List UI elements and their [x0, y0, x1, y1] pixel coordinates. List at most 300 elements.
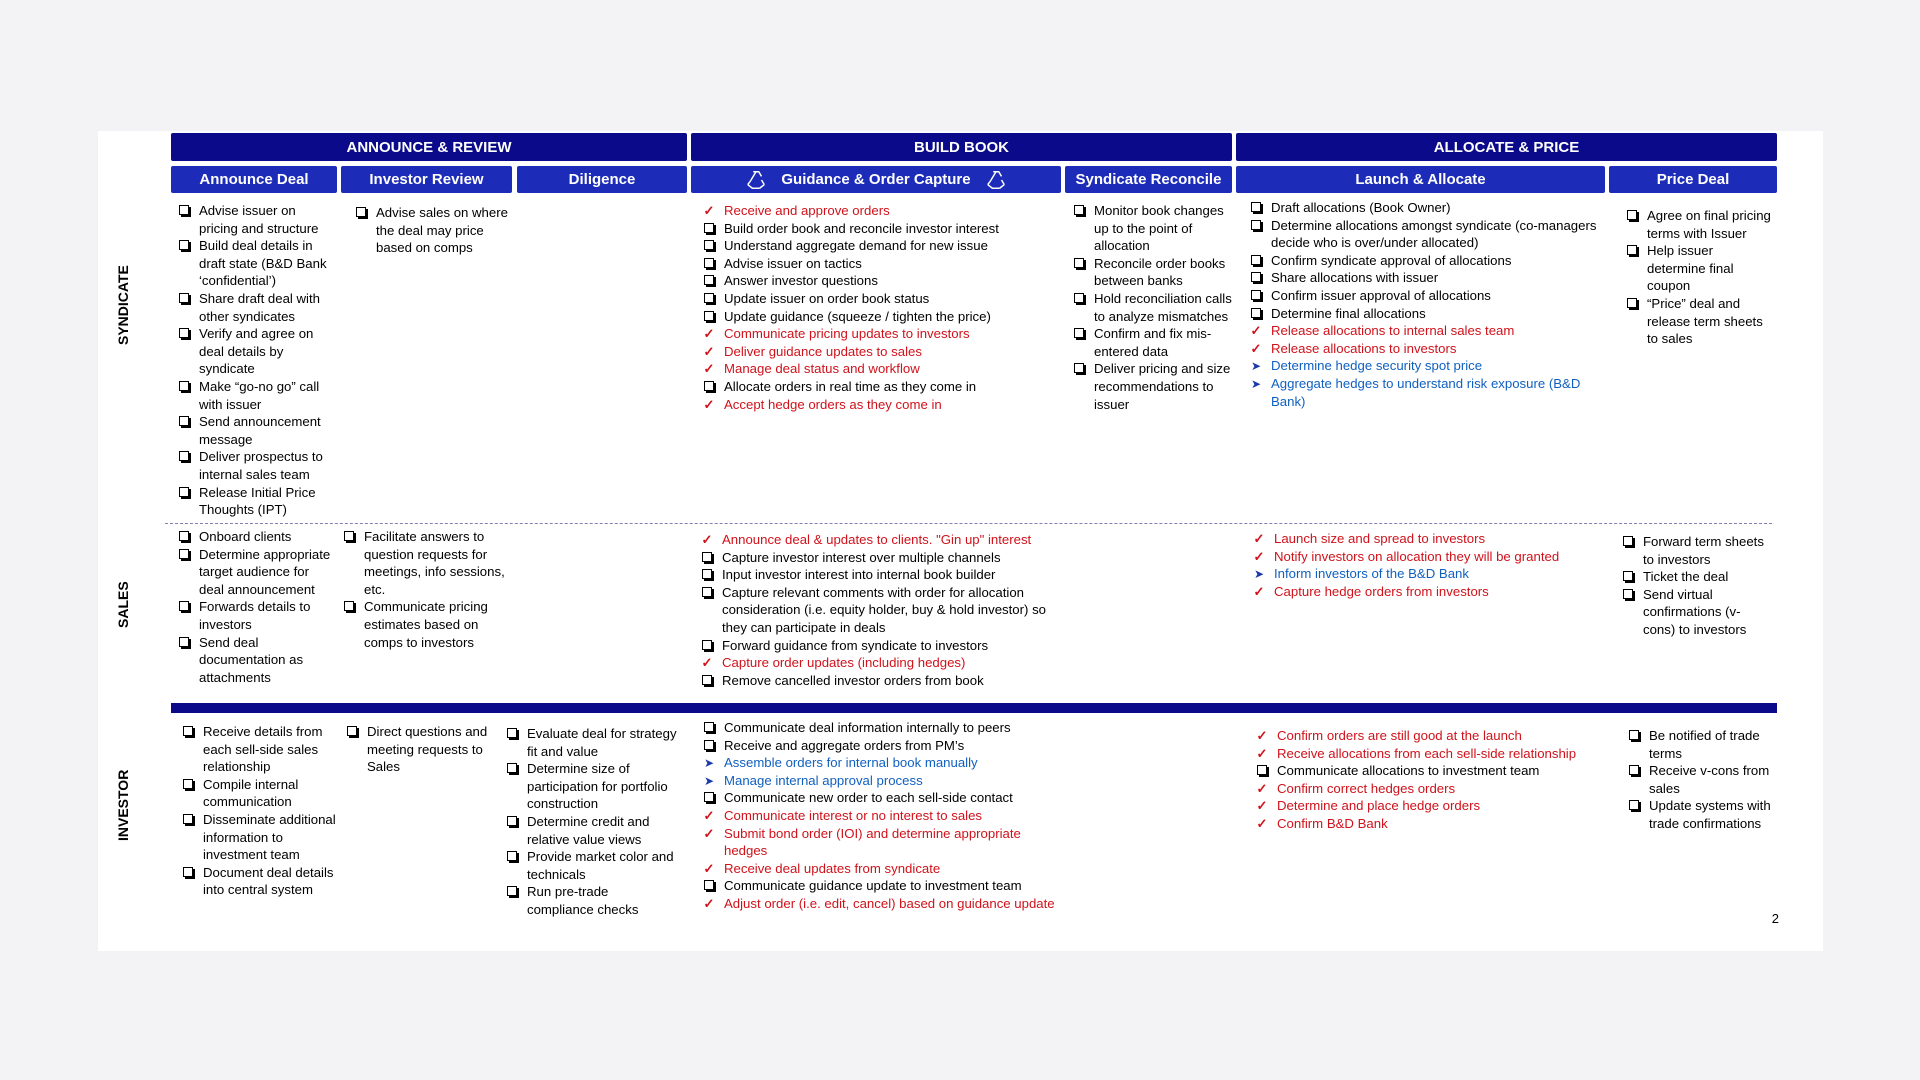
syndicate-guidance — [700, 202, 1060, 413]
checkbox-icon — [702, 719, 716, 737]
checkbox-icon — [177, 290, 191, 308]
checkbox-icon — [181, 776, 195, 794]
task-text: Forward guidance from syndicate to investors — [722, 637, 989, 653]
task-item — [700, 255, 1060, 273]
task-item — [175, 325, 335, 378]
checkbox-icon — [181, 864, 195, 882]
checkbox-icon — [700, 549, 714, 567]
task-text: Receive allocations from each sell-side relationship — [1277, 745, 1577, 761]
task-item — [698, 531, 1068, 549]
checkbox-icon — [702, 237, 716, 255]
task-text: Confirm issuer approval of allocations — [1271, 287, 1491, 303]
checkbox-icon — [177, 237, 191, 255]
sales-guidance — [698, 531, 1068, 689]
checkbox-icon — [342, 528, 356, 546]
task-text: Release allocations to investors — [1271, 340, 1457, 356]
checkbox-icon — [505, 848, 519, 866]
syndicate-investor-review — [352, 204, 512, 257]
task-item — [700, 396, 1060, 414]
task-text: Manage internal approval process — [724, 772, 923, 788]
checkbox-icon — [342, 598, 356, 616]
checkbox-icon — [702, 737, 716, 755]
task-item — [1619, 533, 1769, 568]
stage-label: Price Deal — [1656, 171, 1730, 188]
checkbox-icon — [700, 584, 714, 602]
checkbox-icon — [1621, 568, 1635, 586]
task-item — [700, 737, 1060, 755]
checkbox-icon — [177, 528, 191, 546]
checkmark-icon — [1255, 797, 1269, 815]
task-text: Confirm and fix mis-entered data — [1094, 326, 1212, 359]
checkmark-icon — [702, 807, 716, 825]
checkbox-icon — [1249, 252, 1263, 270]
task-item — [1247, 375, 1597, 410]
checkmark-icon — [700, 531, 714, 549]
syndicate-reconcile — [1070, 202, 1235, 413]
task-item — [503, 760, 678, 813]
task-item — [340, 528, 510, 598]
arrow-icon — [1252, 565, 1266, 584]
task-item — [1247, 217, 1597, 252]
task-item — [175, 413, 335, 448]
checkbox-icon — [702, 220, 716, 238]
task-text: Receive details from each sell-side sales relationship — [203, 724, 323, 775]
task-text: Send announcement message — [199, 414, 321, 447]
recycle-icon — [985, 169, 1007, 191]
arrow-icon — [702, 772, 716, 791]
task-item — [700, 789, 1060, 807]
task-item — [700, 220, 1060, 238]
checkmark-icon — [1252, 583, 1266, 601]
task-item — [503, 883, 678, 918]
task-text: Capture order updates (including hedges) — [722, 655, 966, 671]
task-item — [700, 272, 1060, 290]
task-item — [1247, 340, 1597, 358]
task-item — [700, 343, 1060, 361]
task-text: Receive and approve orders — [724, 203, 890, 218]
task-item — [340, 598, 510, 651]
checkbox-icon — [1072, 202, 1086, 220]
task-item — [1625, 762, 1775, 797]
stage-guidance-order-capture — [691, 166, 1061, 193]
task-item — [700, 860, 1060, 878]
task-text: Answer investor questions — [724, 273, 878, 289]
checkbox-icon — [1621, 533, 1635, 551]
task-item — [1250, 548, 1595, 566]
task-item — [1247, 199, 1597, 217]
checkbox-icon — [177, 634, 191, 652]
task-text: Build order book and reconcile investor interest — [724, 220, 999, 236]
checkmark-icon — [1252, 548, 1266, 566]
checkbox-icon — [702, 378, 716, 396]
task-text: Communicate guidance update to investment team — [724, 878, 1022, 894]
task-item — [700, 308, 1060, 326]
task-text: Deliver guidance updates to sales — [724, 343, 922, 359]
task-text: Receive v-cons from sales — [1649, 763, 1770, 796]
stage-label: Guidance & Order Capture — [781, 171, 971, 188]
checkbox-icon — [1625, 242, 1639, 260]
arrow-icon — [1249, 357, 1263, 376]
task-item — [175, 528, 335, 546]
task-text: Ticket the deal — [1643, 569, 1729, 585]
row-divider — [165, 523, 1772, 524]
checkmark-icon — [702, 343, 716, 361]
checkmark-icon — [1255, 745, 1269, 763]
checkmark-icon — [1252, 530, 1266, 548]
task-text: Evaluate deal for strategy fit and value — [527, 726, 677, 759]
task-item — [700, 825, 1060, 860]
task-item — [700, 895, 1060, 913]
task-item — [1623, 242, 1773, 295]
checkbox-icon — [177, 378, 191, 396]
task-item — [1070, 325, 1235, 360]
task-item — [1070, 202, 1235, 255]
task-text: Determine final allocations — [1271, 305, 1426, 321]
task-item — [698, 584, 1068, 637]
task-text: Receive deal updates from syndicate — [724, 860, 941, 876]
row-label-investor: INVESTOR — [115, 769, 131, 841]
task-text: Provide market color and technicals — [527, 849, 674, 882]
checkbox-icon — [505, 883, 519, 901]
task-text: Advise issuer on tactics — [724, 255, 862, 271]
checkbox-icon — [1072, 360, 1086, 378]
checkbox-icon — [177, 598, 191, 616]
task-text: Determine and place hedge orders — [1277, 798, 1481, 814]
syndicate-price — [1623, 207, 1773, 348]
task-item — [1623, 295, 1773, 348]
task-text: Send virtual confirmations (v-cons) to investors — [1643, 586, 1747, 637]
checkbox-icon — [702, 877, 716, 895]
task-text: Capture investor interest over multiple channels — [722, 549, 1001, 565]
task-item — [1247, 269, 1597, 287]
checkbox-icon — [181, 811, 195, 829]
task-text: Determine size of participation for portfolio construction — [527, 761, 668, 812]
task-item — [1247, 287, 1597, 305]
stage-label: Investor Review — [369, 171, 484, 188]
task-item — [179, 864, 339, 899]
task-text: Announce deal & updates to clients. "Gin up" interest — [722, 532, 1032, 547]
task-text: Compile internal communication — [203, 776, 299, 810]
checkbox-icon — [177, 202, 191, 220]
task-text: Onboard clients — [199, 529, 292, 544]
task-text: Manage deal status and workflow — [724, 361, 920, 377]
checkbox-icon — [702, 290, 716, 308]
checkmark-icon — [702, 396, 716, 414]
task-item — [700, 202, 1060, 220]
task-text: Document deal details into central system — [203, 864, 334, 898]
task-item — [700, 877, 1060, 895]
checkbox-icon — [702, 255, 716, 273]
checkmark-icon — [1249, 322, 1263, 340]
stage-label: Announce Deal — [199, 171, 309, 188]
task-text: Communicate allocations to investment team — [1277, 763, 1540, 779]
task-text: Confirm B&D Bank — [1277, 815, 1388, 831]
stage-syndicate-reconcile — [1065, 166, 1232, 193]
checkmark-icon — [702, 825, 716, 843]
checkmark-icon — [702, 860, 716, 878]
page-number: 2 — [1771, 911, 1779, 926]
checkmark-icon — [1255, 727, 1269, 745]
phase-announce-review: ANNOUNCE & REVIEW — [171, 133, 687, 161]
task-text: Allocate orders in real time as they come in — [724, 378, 977, 394]
task-item — [175, 598, 335, 633]
task-text: Determine appropriate target audience for deal announcement — [199, 546, 331, 597]
task-item — [1253, 815, 1603, 833]
task-item — [175, 290, 335, 325]
checkbox-icon — [1249, 287, 1263, 305]
task-item — [700, 290, 1060, 308]
checkbox-icon — [1249, 217, 1263, 235]
checkbox-icon — [1625, 295, 1639, 313]
task-item — [343, 723, 513, 776]
task-text: Advise issuer on pricing and structure — [199, 203, 319, 236]
task-text: Receive and aggregate orders from PM’s — [724, 737, 965, 753]
checkbox-icon — [1249, 269, 1263, 287]
investor-divider-bar — [171, 703, 1777, 713]
task-item — [175, 202, 335, 237]
task-text: Notify investors on allocation they will be granted — [1274, 548, 1560, 564]
task-text: Communicate deal information internally to peers — [724, 720, 1011, 735]
task-item — [1250, 565, 1595, 583]
task-item — [1250, 583, 1595, 601]
task-text: Understand aggregate demand for new issue — [724, 238, 988, 254]
checkmark-icon — [1255, 815, 1269, 833]
task-item — [179, 776, 339, 811]
task-text: Run pre-trade compliance checks — [527, 884, 639, 917]
task-text: Advise sales on where the deal may price based on comps — [376, 205, 508, 256]
checkbox-icon — [177, 484, 191, 502]
row-label-sales: SALES — [115, 581, 131, 629]
task-text: Deliver prospectus to internal sales team — [199, 449, 323, 482]
stage-diligence — [517, 166, 687, 193]
checkbox-icon — [1255, 762, 1269, 780]
checkbox-icon — [700, 672, 714, 690]
task-text: Aggregate hedges to understand risk exposure (B&D Bank) — [1271, 375, 1581, 409]
task-text: Direct questions and meeting requests to Sales — [367, 724, 488, 775]
task-item — [1253, 745, 1603, 763]
investor-investor-review — [343, 723, 513, 776]
stage-label: Syndicate Reconcile — [1075, 171, 1222, 188]
task-item — [700, 237, 1060, 255]
task-item — [175, 448, 335, 483]
task-item — [1250, 530, 1595, 548]
task-text: Assemble orders for internal book manually — [724, 755, 978, 771]
checkbox-icon — [700, 637, 714, 655]
checkbox-icon — [700, 566, 714, 584]
checkmark-icon — [1249, 340, 1263, 358]
task-text: Deliver pricing and size recommendations to issuer — [1094, 361, 1231, 412]
task-item — [175, 546, 335, 599]
task-item — [175, 237, 335, 290]
checkbox-icon — [702, 272, 716, 290]
task-item — [1619, 568, 1769, 586]
task-text: Forward term sheets to investors — [1643, 534, 1764, 567]
stage-price-deal — [1609, 166, 1777, 193]
task-item — [1070, 255, 1235, 290]
task-item — [700, 360, 1060, 378]
investor-announce-deal — [179, 723, 339, 899]
task-text: Agree on final pricing terms with Issuer — [1647, 208, 1771, 241]
task-item — [1619, 586, 1769, 639]
task-text: Help issuer determine final coupon — [1647, 243, 1734, 294]
task-item — [698, 672, 1068, 690]
task-item — [175, 378, 335, 413]
stage-label: Diligence — [568, 171, 636, 188]
task-text: Determine allocations amongst syndicate (co-managers decide who is over/under allocated) — [1271, 217, 1597, 251]
task-text: Submit bond order (IOI) and determine appropriate hedges — [724, 825, 1021, 859]
task-item — [1253, 797, 1603, 815]
task-text: Send deal documentation as attachments — [199, 634, 304, 685]
task-text: Determine hedge security spot price — [1271, 358, 1483, 374]
checkbox-icon — [354, 204, 368, 222]
task-text: Hold reconciliation calls to analyze mismatches — [1094, 290, 1232, 324]
task-text: Forwards details to investors — [199, 599, 311, 632]
task-item — [698, 566, 1068, 584]
sales-announce-deal — [175, 528, 335, 686]
stage-investor-review — [341, 166, 512, 193]
task-item — [1625, 797, 1775, 832]
checkbox-icon — [505, 725, 519, 743]
syndicate-launch — [1247, 199, 1597, 410]
checkmark-icon — [702, 202, 716, 220]
task-text: Release Initial Price Thoughts (IPT) — [199, 484, 316, 518]
checkmark-icon — [702, 360, 716, 378]
task-text: Build deal details in draft state (B&D Bank ‘confidential’) — [199, 238, 327, 289]
checkmark-icon — [1255, 780, 1269, 798]
task-item — [700, 325, 1060, 343]
sales-launch — [1250, 530, 1595, 600]
checkmark-icon — [700, 654, 714, 672]
task-item — [700, 807, 1060, 825]
task-item — [179, 811, 339, 864]
checkbox-icon — [177, 413, 191, 431]
task-item — [179, 723, 339, 776]
task-text: Capture relevant comments with order for allocation consideration (i.e. equity holder, buy & hold investor) so they can participate in deals — [722, 584, 1047, 635]
sales-investor-review — [340, 528, 510, 651]
checkbox-icon — [1072, 255, 1086, 273]
task-item — [503, 725, 678, 760]
checkbox-icon — [702, 308, 716, 326]
phase-build-book: BUILD BOOK — [691, 133, 1232, 161]
row-label-syndicate: SYNDICATE — [115, 265, 131, 345]
task-item — [1253, 727, 1603, 745]
task-item — [503, 813, 678, 848]
checkbox-icon — [177, 546, 191, 564]
checkbox-icon — [177, 448, 191, 466]
task-text: Release allocations to internal sales team — [1271, 323, 1515, 339]
task-item — [700, 754, 1060, 772]
task-text: Share draft deal with other syndicates — [199, 290, 320, 324]
task-text: Be notified of trade terms — [1649, 728, 1760, 761]
investor-launch — [1253, 727, 1603, 833]
task-text: Verify and agree on deal details by syndicate — [199, 326, 314, 377]
checkbox-icon — [1627, 762, 1641, 780]
task-item — [700, 772, 1060, 790]
checkbox-icon — [1249, 305, 1263, 323]
task-text: Update systems with trade confirmations — [1649, 798, 1771, 831]
checkbox-icon — [1249, 199, 1263, 217]
checkbox-icon — [1625, 207, 1639, 225]
task-item — [352, 204, 512, 257]
task-text: Communicate interest or no interest to sales — [724, 807, 983, 823]
task-text: Share allocations with issuer — [1271, 270, 1439, 286]
checkbox-icon — [177, 325, 191, 343]
task-item — [1070, 360, 1235, 413]
recycle-icon — [745, 169, 767, 191]
investor-guidance — [700, 719, 1060, 913]
task-item — [1247, 322, 1597, 340]
task-text: Input investor interest into internal book builder — [722, 567, 996, 583]
task-text: Confirm syndicate approval of allocations — [1271, 252, 1512, 268]
task-item — [1623, 207, 1773, 242]
task-item — [698, 654, 1068, 672]
task-item — [1253, 780, 1603, 798]
task-text: Update guidance (squeeze / tighten the price) — [724, 308, 991, 324]
task-text: “Price” deal and release term sheets to sales — [1647, 295, 1763, 347]
task-item — [700, 719, 1060, 737]
task-text: Launch size and spread to investors — [1274, 531, 1486, 546]
phase-allocate-price: ALLOCATE & PRICE — [1236, 133, 1777, 161]
task-text: Communicate new order to each sell-side contact — [724, 790, 1013, 806]
checkbox-icon — [1627, 797, 1641, 815]
task-text: Accept hedge orders as they come in — [724, 396, 942, 412]
task-text: Facilitate answers to question requests for meetings, info sessions, etc. — [364, 529, 505, 597]
task-text: Confirm orders are still good at the launch — [1277, 728, 1522, 743]
checkbox-icon — [1627, 727, 1641, 745]
task-text: Reconcile order books between banks — [1094, 255, 1226, 289]
stage-label: Launch & Allocate — [1355, 171, 1486, 188]
arrow-icon — [702, 754, 716, 773]
checkmark-icon — [702, 895, 716, 913]
syndicate-announce-deal — [175, 202, 335, 519]
task-text: Determine credit and relative value views — [527, 813, 650, 847]
task-text: Update issuer on order book status — [724, 290, 930, 306]
task-text: Draft allocations (Book Owner) — [1271, 200, 1451, 215]
task-text: Communicate pricing estimates based on comps to investors — [364, 599, 488, 650]
checkbox-icon — [702, 789, 716, 807]
checkbox-icon — [181, 723, 195, 741]
task-item — [698, 637, 1068, 655]
stage-launch-allocate — [1236, 166, 1605, 193]
task-text: Remove cancelled investor orders from book — [722, 672, 984, 688]
task-text: Make “go-no go” call with issuer — [199, 378, 320, 412]
task-item — [503, 848, 678, 883]
task-text: Disseminate additional information to investment team — [203, 811, 336, 863]
task-item — [1247, 357, 1597, 375]
task-item — [175, 634, 335, 687]
investor-price — [1625, 727, 1775, 833]
task-item — [698, 549, 1068, 567]
checkbox-icon — [505, 760, 519, 778]
task-text: Adjust order (i.e. edit, cancel) based on guidance update — [724, 895, 1055, 911]
task-item — [1247, 305, 1597, 323]
task-item — [1247, 252, 1597, 270]
task-item — [700, 378, 1060, 396]
task-item — [1253, 762, 1603, 780]
task-item — [175, 484, 335, 519]
sales-price — [1619, 533, 1769, 639]
checkmark-icon — [702, 325, 716, 343]
task-item — [1625, 727, 1775, 762]
checkbox-icon — [1072, 290, 1086, 308]
task-text: Confirm correct hedges orders — [1277, 780, 1456, 796]
task-text: Monitor book changes up to the point of allocation — [1094, 203, 1224, 254]
task-item — [1070, 290, 1235, 325]
checkbox-icon — [345, 723, 359, 741]
arrow-icon — [1249, 375, 1263, 394]
stage-announce-deal — [171, 166, 337, 193]
checkbox-icon — [505, 813, 519, 831]
